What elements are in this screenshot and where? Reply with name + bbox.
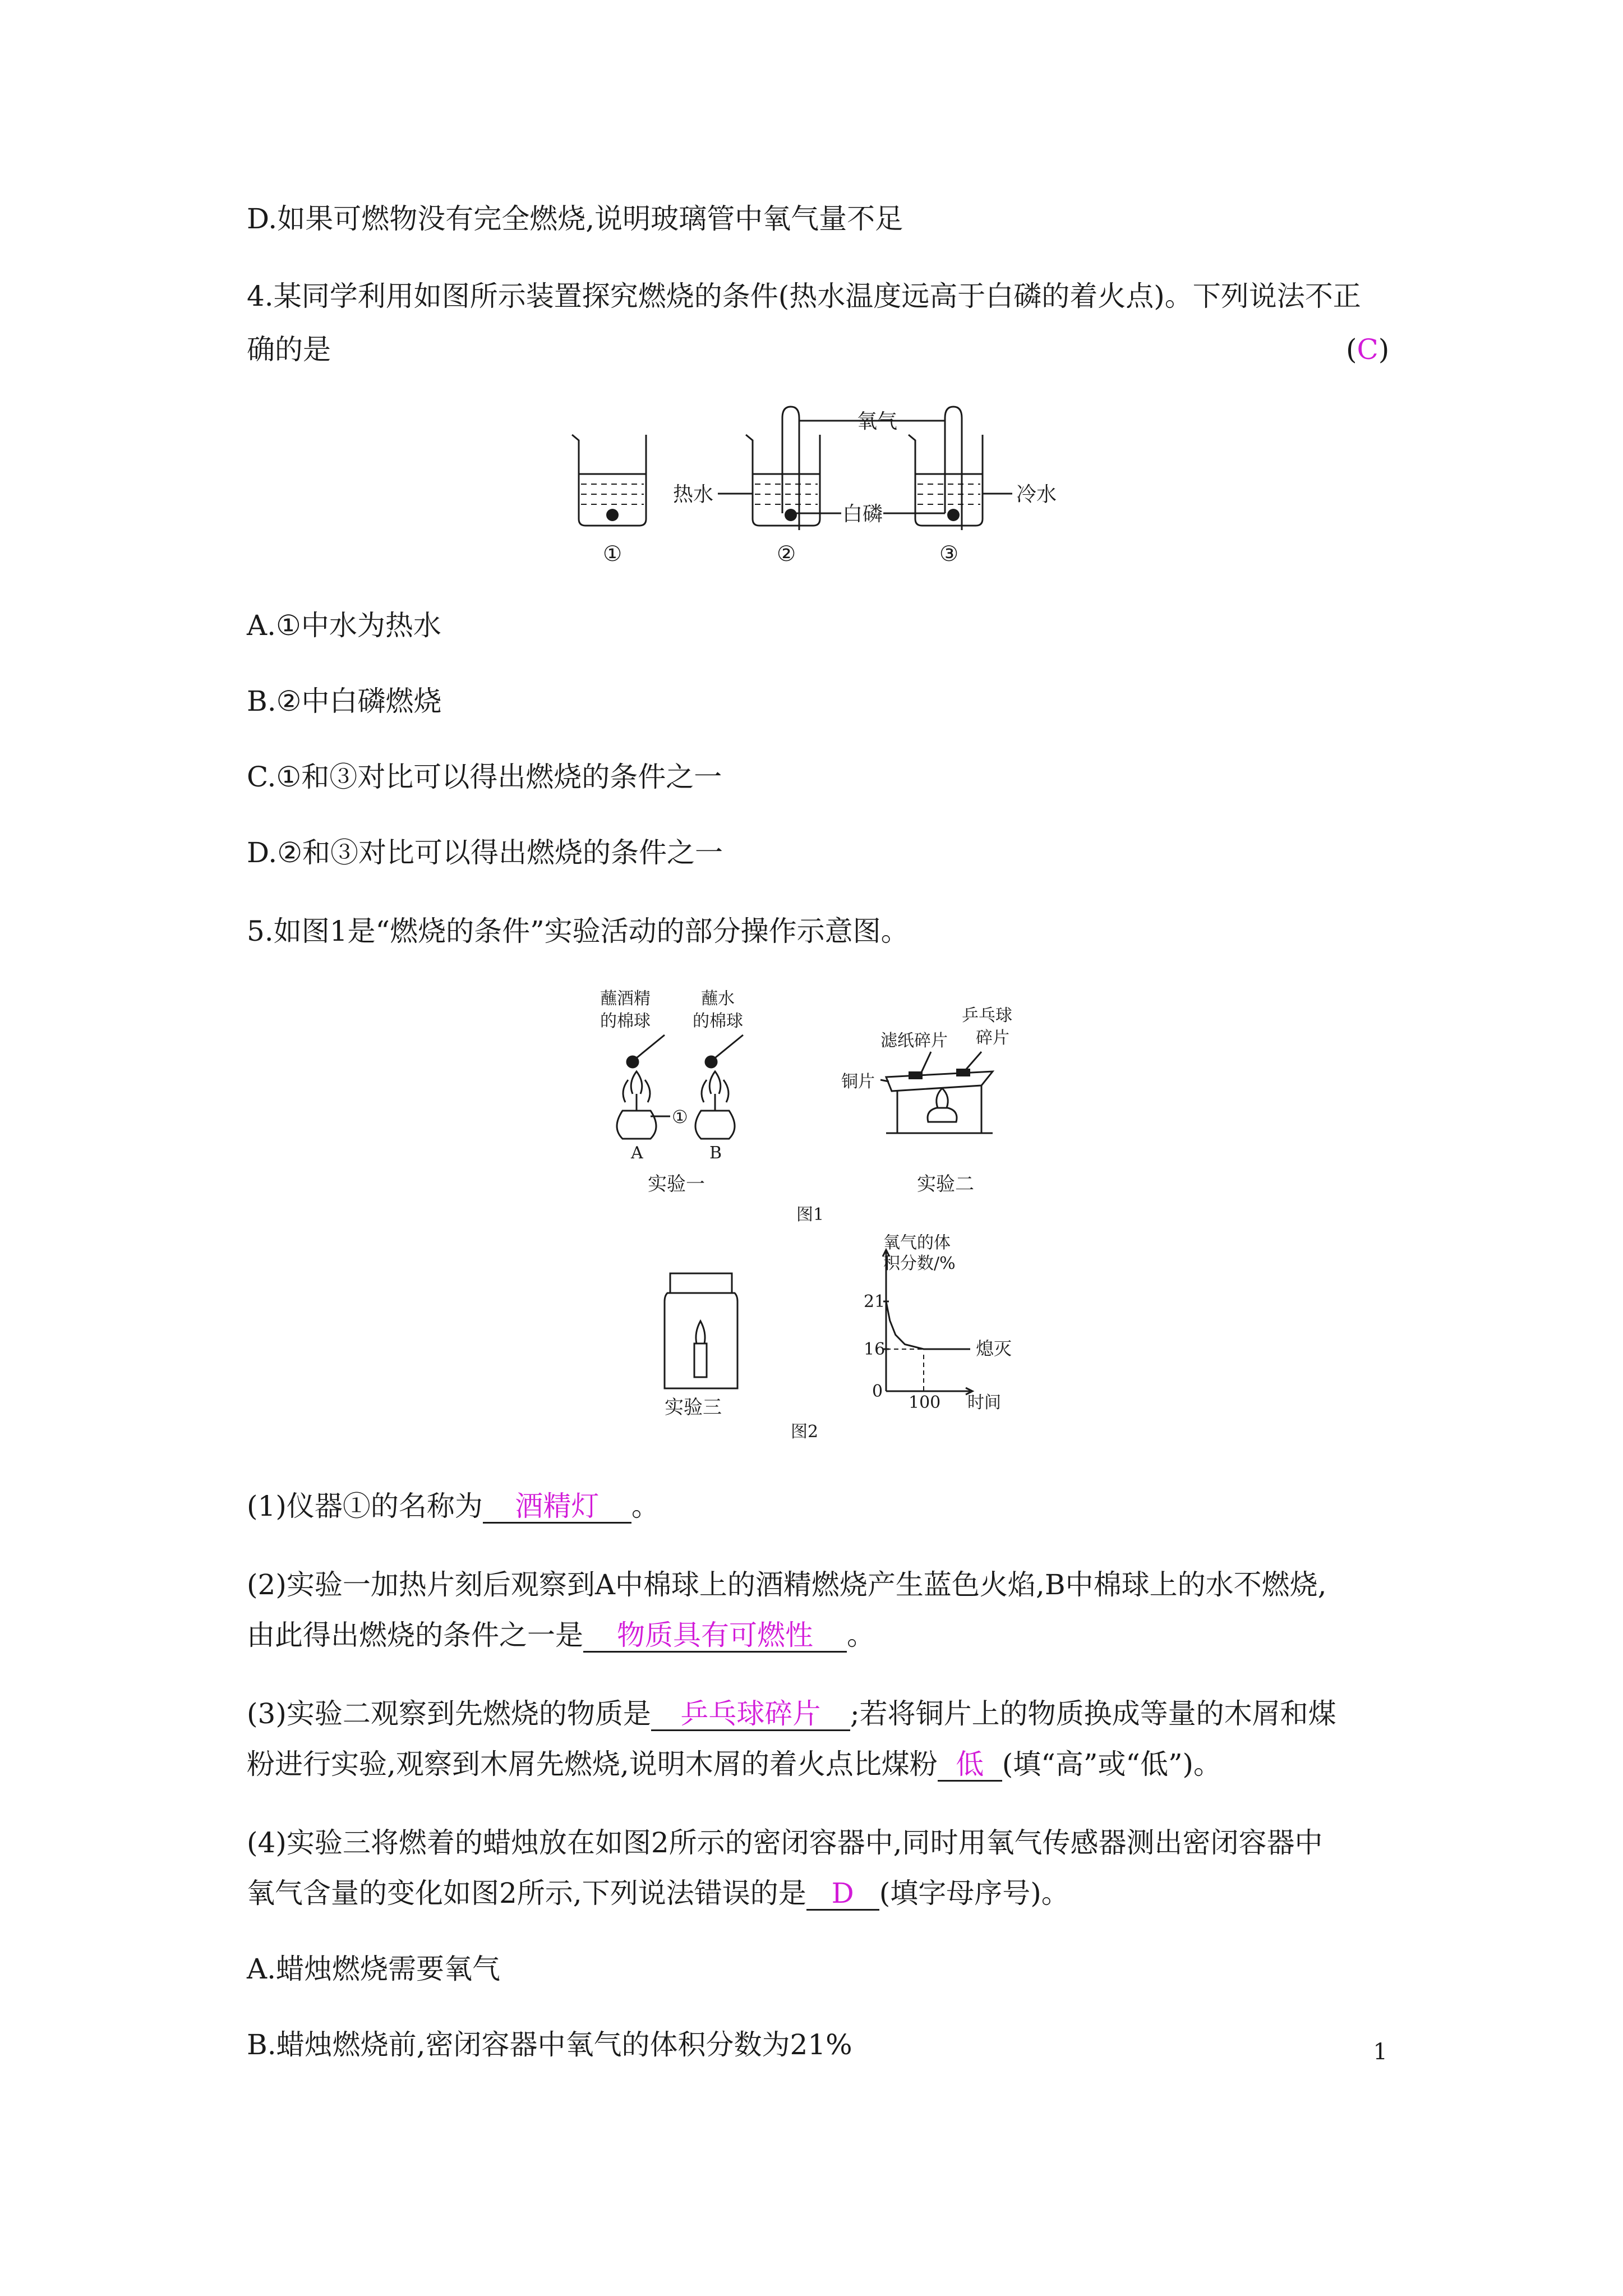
label-beaker-2: ②	[777, 541, 796, 566]
answer-5-4: D	[831, 1877, 854, 1910]
label-water-cotton-1: 蘸水	[701, 989, 735, 1009]
answer-5-3a: 乒乓球碎片	[680, 1697, 821, 1730]
label-white-phosphorus: 白磷	[842, 503, 883, 526]
label-oxygen: 氧气	[857, 410, 898, 433]
figure-2	[645, 1234, 1038, 1442]
label-instrument-1: ①	[672, 1106, 688, 1128]
question-5-4-line2: 氧气含量的变化如图2所示,下列说法错误的是 D (填字母序号)。	[247, 1877, 1069, 1910]
figure-2-caption: 图2	[791, 1422, 819, 1442]
y-tick-21: 21	[864, 1292, 886, 1312]
question-4-stem-line2: 确的是	[247, 333, 331, 366]
chart-ylabel-1: 氧气的体	[883, 1234, 951, 1253]
answer-5-1: 酒精灯	[515, 1490, 600, 1522]
x-tick-0: 0	[872, 1382, 883, 1401]
label-alcohol-cotton-1: 蘸酒精	[600, 989, 651, 1009]
chart-xlabel: 时间	[967, 1393, 1001, 1412]
question-4-option-c: C.①和③对比可以得出燃烧的条件之一	[247, 761, 722, 793]
label-pingpong-2: 碎片	[976, 1028, 1009, 1048]
question-5-3-line1: (3)实验二观察到先燃烧的物质是 乒乓球碎片 ;若将铜片上的物质换成等量的木屑和煤	[247, 1697, 1336, 1730]
label-lamp-b: B	[709, 1143, 722, 1163]
x-tick-100: 100	[909, 1393, 941, 1412]
question-4-option-b: B.②中白磷燃烧	[247, 685, 442, 717]
label-experiment-2: 实验二	[917, 1173, 974, 1195]
chart-ylabel-2: 积分数/%	[883, 1254, 956, 1273]
label-alcohol-cotton-2: 的棉球	[600, 1011, 651, 1031]
beakers-figure	[561, 401, 1088, 569]
answer-5-2: 物质具有可燃性	[617, 1619, 813, 1651]
label-copper: 铜片	[841, 1072, 875, 1092]
label-filter-paper: 滤纸碎片	[880, 1031, 948, 1051]
label-beaker-3: ③	[939, 541, 959, 566]
question-5-4-line1: (4)实验三将燃着的蜡烛放在如图2所示的密闭容器中,同时用氧气传感器测出密闭容器中	[247, 1826, 1323, 1859]
question-5-2-line1: (2)实验一加热片刻后观察到A中棉球上的酒精燃烧产生蓝色火焰,B中棉球上的水不燃烧,	[247, 1568, 1327, 1601]
y-tick-16: 16	[864, 1340, 886, 1359]
label-pingpong-1: 乒乓球	[962, 1006, 1012, 1025]
label-beaker-1: ①	[603, 541, 623, 566]
question-4-option-d: D.②和③对比可以得出燃烧的条件之一	[247, 836, 723, 869]
label-water-cotton-2: 的棉球	[693, 1011, 743, 1031]
question-5-3-line2: 粉进行实验,观察到木屑先燃烧,说明木屑的着火点比煤粉 低 (填“高”或“低”)。	[247, 1748, 1222, 1780]
question-5-stem: 5.如图1是“燃烧的条件”实验活动的部分操作示意图。	[247, 915, 909, 947]
label-lamp-a: A	[631, 1143, 643, 1163]
label-cold-water: 冷水	[1016, 483, 1057, 506]
option-d-previous: D.如果可燃物没有完全燃烧,说明玻璃管中氧气量不足	[247, 203, 903, 235]
question-4-answer-bracket: (C)	[1346, 333, 1390, 366]
question-4-stem-line1: 4.某同学利用如图所示装置探究燃烧的条件(热水温度远高于白磷的着火点)。下列说法不正	[247, 280, 1361, 312]
figure-1-caption: 图1	[796, 1205, 824, 1225]
answer-5-3b: 低	[956, 1748, 984, 1780]
label-extinguish: 熄灭	[976, 1338, 1012, 1359]
label-hot-water: 热水	[673, 483, 714, 506]
question-5-4-option-b: B.蜡烛燃烧前,密闭容器中氧气的体积分数为21%	[247, 2028, 852, 2061]
label-experiment-3: 实验三	[665, 1396, 722, 1419]
question-4-option-a: A.①中水为热水	[247, 609, 441, 642]
question-5-2-line2: 由此得出燃烧的条件之一是 物质具有可燃性 。	[247, 1619, 875, 1651]
question-5-4-option-a: A.蜡烛燃烧需要氧气	[247, 1953, 501, 1985]
series-line	[886, 1301, 942, 1349]
page-number: 1	[1373, 2039, 1387, 2065]
question-5-1: (1)仪器①的名称为 酒精灯 。	[247, 1490, 660, 1522]
question-4-answer: C	[1357, 333, 1378, 366]
figure-1	[589, 987, 1038, 1228]
label-experiment-1: 实验一	[648, 1173, 705, 1195]
